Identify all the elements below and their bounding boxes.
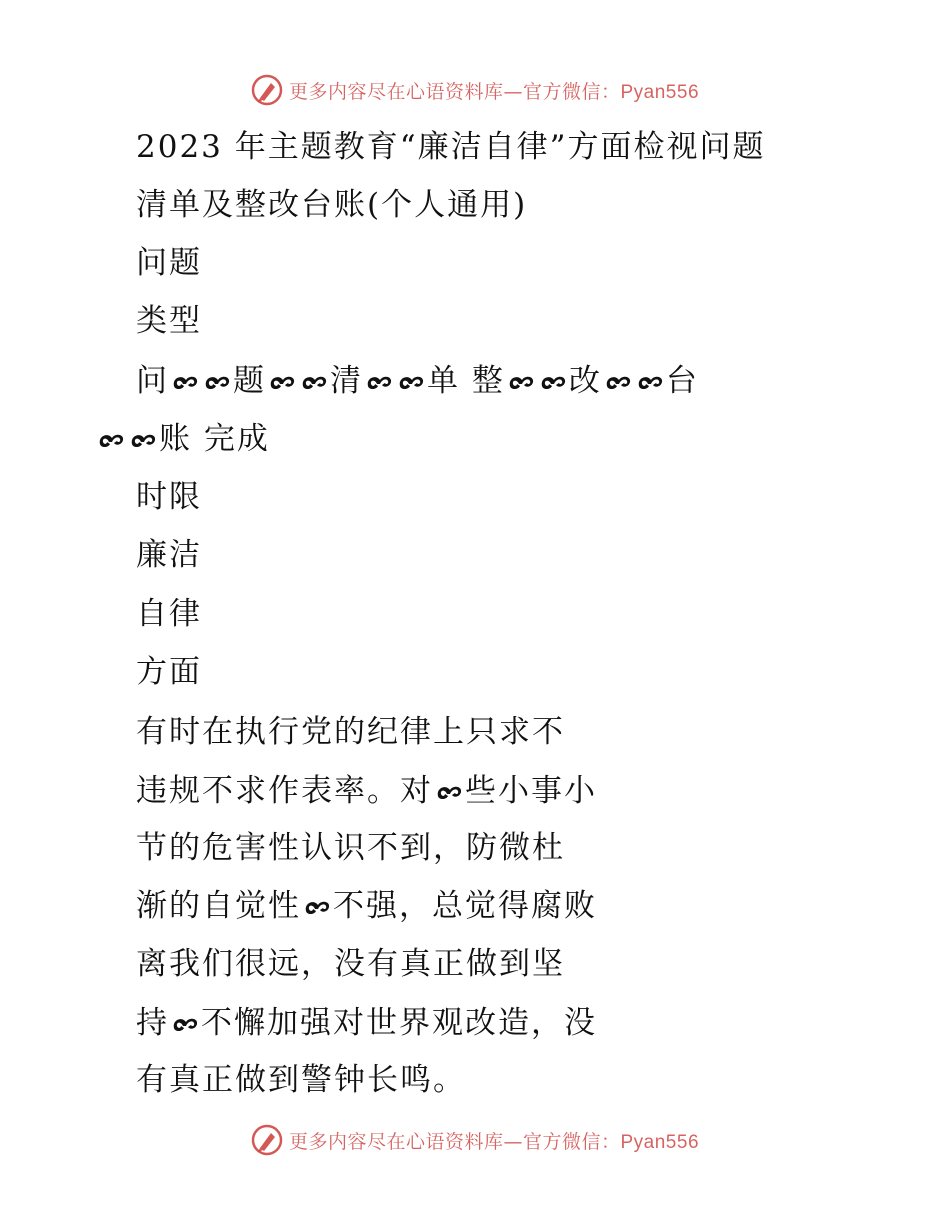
text-line: 方面 bbox=[136, 654, 202, 690]
doc-title-line-2: 清单及整改台账(个人通用) bbox=[136, 187, 528, 223]
ornament-glyph-icon bbox=[396, 371, 426, 393]
paragraph-line: 有真正做到警钟长鸣。 bbox=[136, 1062, 466, 1098]
ornament-glyph-icon bbox=[506, 371, 536, 393]
table-header-line-cont: 账 完成 bbox=[95, 419, 270, 459]
watermark-text: 更多内容尽在心语资料库—官方微信：Pyan556 bbox=[288, 80, 700, 103]
paragraph-line: 渐的自觉性 不强，总觉得腐败 bbox=[136, 888, 597, 924]
pen-logo-icon bbox=[251, 74, 283, 106]
text-line: 自律 bbox=[136, 596, 202, 632]
ornament-glyph-icon bbox=[170, 1013, 200, 1035]
text-line: 类型 bbox=[136, 303, 202, 339]
ornament-glyph-icon bbox=[635, 371, 665, 393]
ornament-glyph-icon bbox=[170, 371, 200, 393]
paragraph-line: 违规不求作表率。对 些小事小 bbox=[136, 773, 597, 809]
ornament-glyph-icon bbox=[299, 371, 329, 393]
text-line: 廉洁 bbox=[136, 537, 202, 573]
watermark-banner-bottom bbox=[0, 1120, 950, 1160]
ornament-glyph-icon bbox=[302, 896, 332, 918]
paragraph-line: 有时在执行党的纪律上只求不 bbox=[136, 714, 565, 750]
ornament-glyph-icon bbox=[267, 371, 297, 393]
watermark-banner-top bbox=[0, 70, 950, 110]
ornament-glyph-icon bbox=[603, 371, 633, 393]
doc-title-line-1: 2023 年主题教育“廉洁自律”方面检视问题 bbox=[136, 129, 766, 165]
ornament-glyph-icon bbox=[128, 429, 158, 451]
paragraph-line: 离我们很远，没有真正做到坚 bbox=[136, 946, 565, 982]
ornament-glyph-icon bbox=[96, 429, 126, 451]
ornament-glyph-icon bbox=[364, 371, 394, 393]
ornament-glyph-icon bbox=[202, 371, 232, 393]
table-header-line: 问 题 清 单 整 改 台 bbox=[136, 363, 699, 399]
paragraph-line: 持 不懈加强对世界观改造，没 bbox=[136, 1005, 597, 1041]
ornament-glyph-icon bbox=[434, 781, 464, 803]
ornament-glyph-icon bbox=[538, 371, 568, 393]
text-line: 时限 bbox=[136, 479, 202, 515]
watermark-text: 更多内容尽在心语资料库—官方微信：Pyan556 bbox=[288, 1130, 700, 1153]
paragraph-line: 节的危害性认识不到，防微杜 bbox=[136, 830, 565, 866]
pen-logo-icon bbox=[251, 1124, 283, 1156]
text-line: 问题 bbox=[136, 245, 202, 281]
